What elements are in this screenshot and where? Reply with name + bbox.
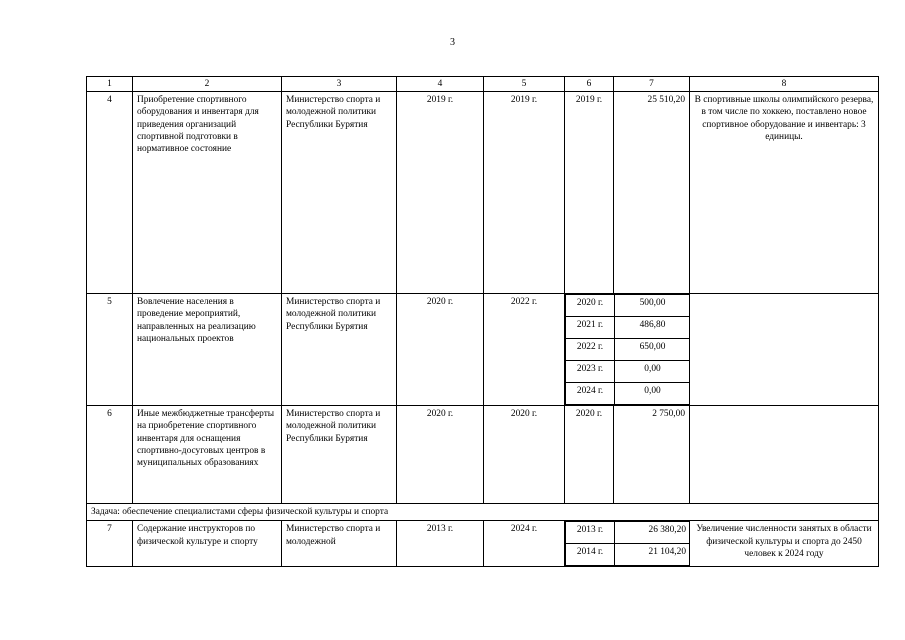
funding-year: 2023 г.	[566, 361, 615, 383]
end-year: 2024 г.	[484, 521, 565, 567]
funding-breakdown	[565, 294, 690, 406]
funding-amount: 21 104,20	[615, 544, 690, 566]
funding-year: 2020 г.	[565, 406, 614, 504]
task-text: Задача: обеспечение специалистами сферы физической культуры и спорта	[87, 504, 879, 521]
header-cell: 6	[565, 77, 614, 92]
header-cell: 7	[614, 77, 690, 92]
header-cell: 1	[87, 77, 133, 92]
header-cell: 4	[397, 77, 484, 92]
end-year: 2020 г.	[484, 406, 565, 504]
funding-amount: 2 750,00	[614, 406, 690, 504]
expected-result: В спортивные школы олимпийского резерва, в том числе по хоккею, поставлено новое спортивное оборудование и инвентарь: 3 единицы.	[690, 92, 879, 294]
funding-row	[566, 317, 690, 339]
header-cell: 8	[690, 77, 879, 92]
measure-name: Приобретение спортивного оборудования и инвентаря для приведения организаций спортивной подготовки в нормативное состояние	[133, 92, 282, 294]
funding-subtable	[565, 521, 690, 566]
funding-year: 2014 г.	[566, 544, 615, 566]
funding-year: 2024 г.	[566, 383, 615, 405]
header-row	[87, 77, 879, 92]
program-table	[86, 76, 879, 567]
page-number: 3	[450, 37, 455, 48]
funding-breakdown	[565, 521, 690, 567]
row-number: 6	[87, 406, 133, 504]
funding-row	[566, 544, 690, 566]
funding-row	[566, 295, 690, 317]
table-row	[87, 294, 879, 406]
funding-amount: 0,00	[615, 383, 690, 405]
executor: Министерство спорта и молодежной политики Республики Бурятия	[282, 294, 397, 406]
executor: Министерство спорта и молодежной	[282, 521, 397, 567]
expected-result	[690, 406, 879, 504]
funding-year: 2022 г.	[566, 339, 615, 361]
end-year: 2019 г.	[484, 92, 565, 294]
funding-row	[566, 339, 690, 361]
row-number: 7	[87, 521, 133, 567]
funding-row	[566, 522, 690, 544]
funding-year: 2020 г.	[566, 295, 615, 317]
funding-year: 2019 г.	[565, 92, 614, 294]
funding-amount: 25 510,20	[614, 92, 690, 294]
funding-amount: 26 380,20	[615, 522, 690, 544]
executor: Министерство спорта и молодежной политики Республики Бурятия	[282, 406, 397, 504]
table-row	[87, 92, 879, 294]
task-row	[87, 504, 879, 521]
end-year: 2022 г.	[484, 294, 565, 406]
start-year: 2020 г.	[397, 294, 484, 406]
expected-result	[690, 294, 879, 406]
start-year: 2020 г.	[397, 406, 484, 504]
funding-amount: 650,00	[615, 339, 690, 361]
start-year: 2019 г.	[397, 92, 484, 294]
executor: Министерство спорта и молодежной политики Республики Бурятия	[282, 92, 397, 294]
row-number: 5	[87, 294, 133, 406]
funding-year: 2021 г.	[566, 317, 615, 339]
funding-row	[566, 361, 690, 383]
header-cell: 3	[282, 77, 397, 92]
measure-name: Иные межбюджетные трансферты на приобретение спортивного инвентаря для оснащения спортивно-досуговых центров в муниципальных образованиях	[133, 406, 282, 504]
table-row	[87, 521, 879, 567]
funding-year: 2013 г.	[566, 522, 615, 544]
row-number: 4	[87, 92, 133, 294]
funding-row	[566, 383, 690, 405]
measure-name: Вовлечение населения в проведение мероприятий, направленных на реализацию национальных проектов	[133, 294, 282, 406]
expected-result: Увеличение численности занятых в области физической культуры и спорта до 2450 человек к 2024 году	[690, 521, 879, 567]
start-year: 2013 г.	[397, 521, 484, 567]
measure-name: Содержание инструкторов по физической культуре и спорту	[133, 521, 282, 567]
funding-amount: 0,00	[615, 361, 690, 383]
table-row	[87, 406, 879, 504]
funding-amount: 486,80	[615, 317, 690, 339]
funding-subtable	[565, 294, 690, 405]
header-cell: 2	[133, 77, 282, 92]
header-cell: 5	[484, 77, 565, 92]
funding-amount: 500,00	[615, 295, 690, 317]
